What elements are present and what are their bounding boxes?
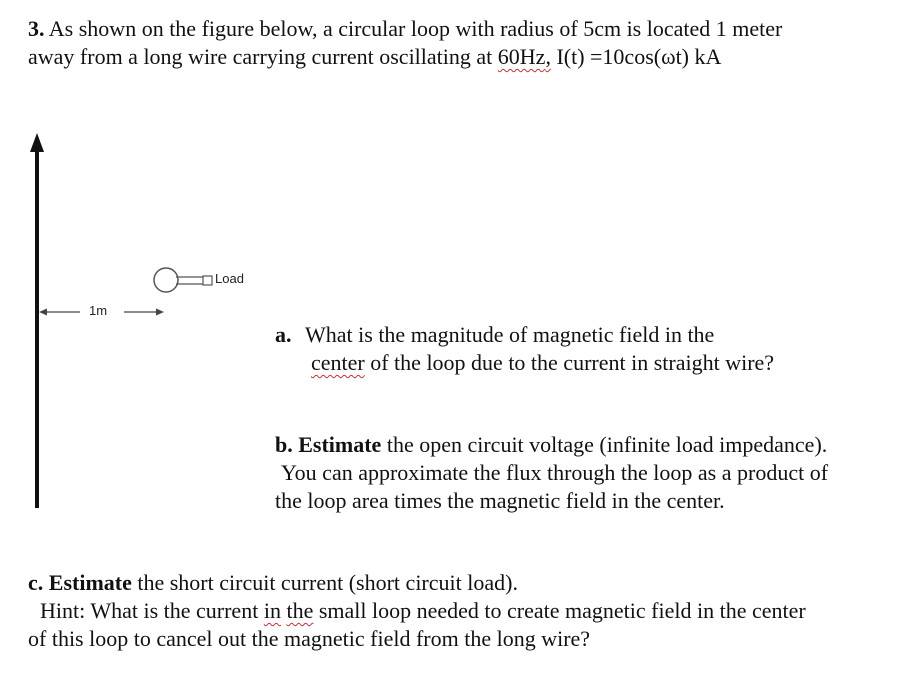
part-c-hint-rest: small loop needed to create magnetic field in the center — [313, 598, 806, 623]
distance-arrow-left — [39, 309, 47, 316]
part-c-line-3: of this loop to cancel out the magnetic field from the long wire? — [28, 626, 591, 651]
part-b-line-1 — [275, 432, 827, 458]
part-a-line-2 — [311, 350, 774, 376]
frequency-value: 60Hz — [497, 44, 546, 69]
part-c-word-in: in — [263, 598, 281, 623]
part-c-line-1 — [28, 570, 518, 596]
question-text-2: away from a long wire carrying current oscillating at — [28, 44, 498, 69]
part-c-hint-start: Hint: What is the current — [40, 598, 264, 623]
distance-arrow-right — [156, 309, 164, 316]
part-c-line-2 — [40, 598, 806, 624]
current-expression: I(t) =10cos(ωt) kA — [550, 44, 722, 69]
part-c-word-the: the — [286, 598, 314, 623]
circular-loop — [154, 268, 178, 292]
part-b-line-3: the loop area times the magnetic field in the center. — [275, 488, 725, 513]
load-box — [203, 276, 212, 285]
part-a-line-1 — [275, 322, 714, 348]
part-b-text-1: the open circuit voltage (infinite load impedance). — [381, 432, 828, 457]
load-label: Load — [215, 271, 244, 286]
part-c-text-1: the short circuit current (short circuit load). — [131, 570, 518, 595]
part-a-text-2: of the loop due to the current in straight wire? — [364, 350, 775, 375]
distance-label: 1m — [89, 303, 108, 318]
frequency-comma: , — [545, 44, 551, 69]
wire-current-arrow — [30, 133, 44, 152]
part-c-heading: c. Estimate — [28, 570, 132, 595]
question-number: 3. — [28, 16, 45, 41]
part-b-line-2: You can approximate the flux through the loop as a product of — [281, 460, 829, 485]
part-a-center-word: center — [311, 350, 365, 375]
part-b-heading: b. Estimate — [275, 432, 382, 457]
part-a-text-1: What is the magnitude of magnetic field in the — [305, 322, 715, 347]
question-text-1: As shown on the figure below, a circular loop with radius of 5cm is located 1 meter — [48, 16, 783, 41]
part-a-letter: a. — [275, 322, 292, 347]
